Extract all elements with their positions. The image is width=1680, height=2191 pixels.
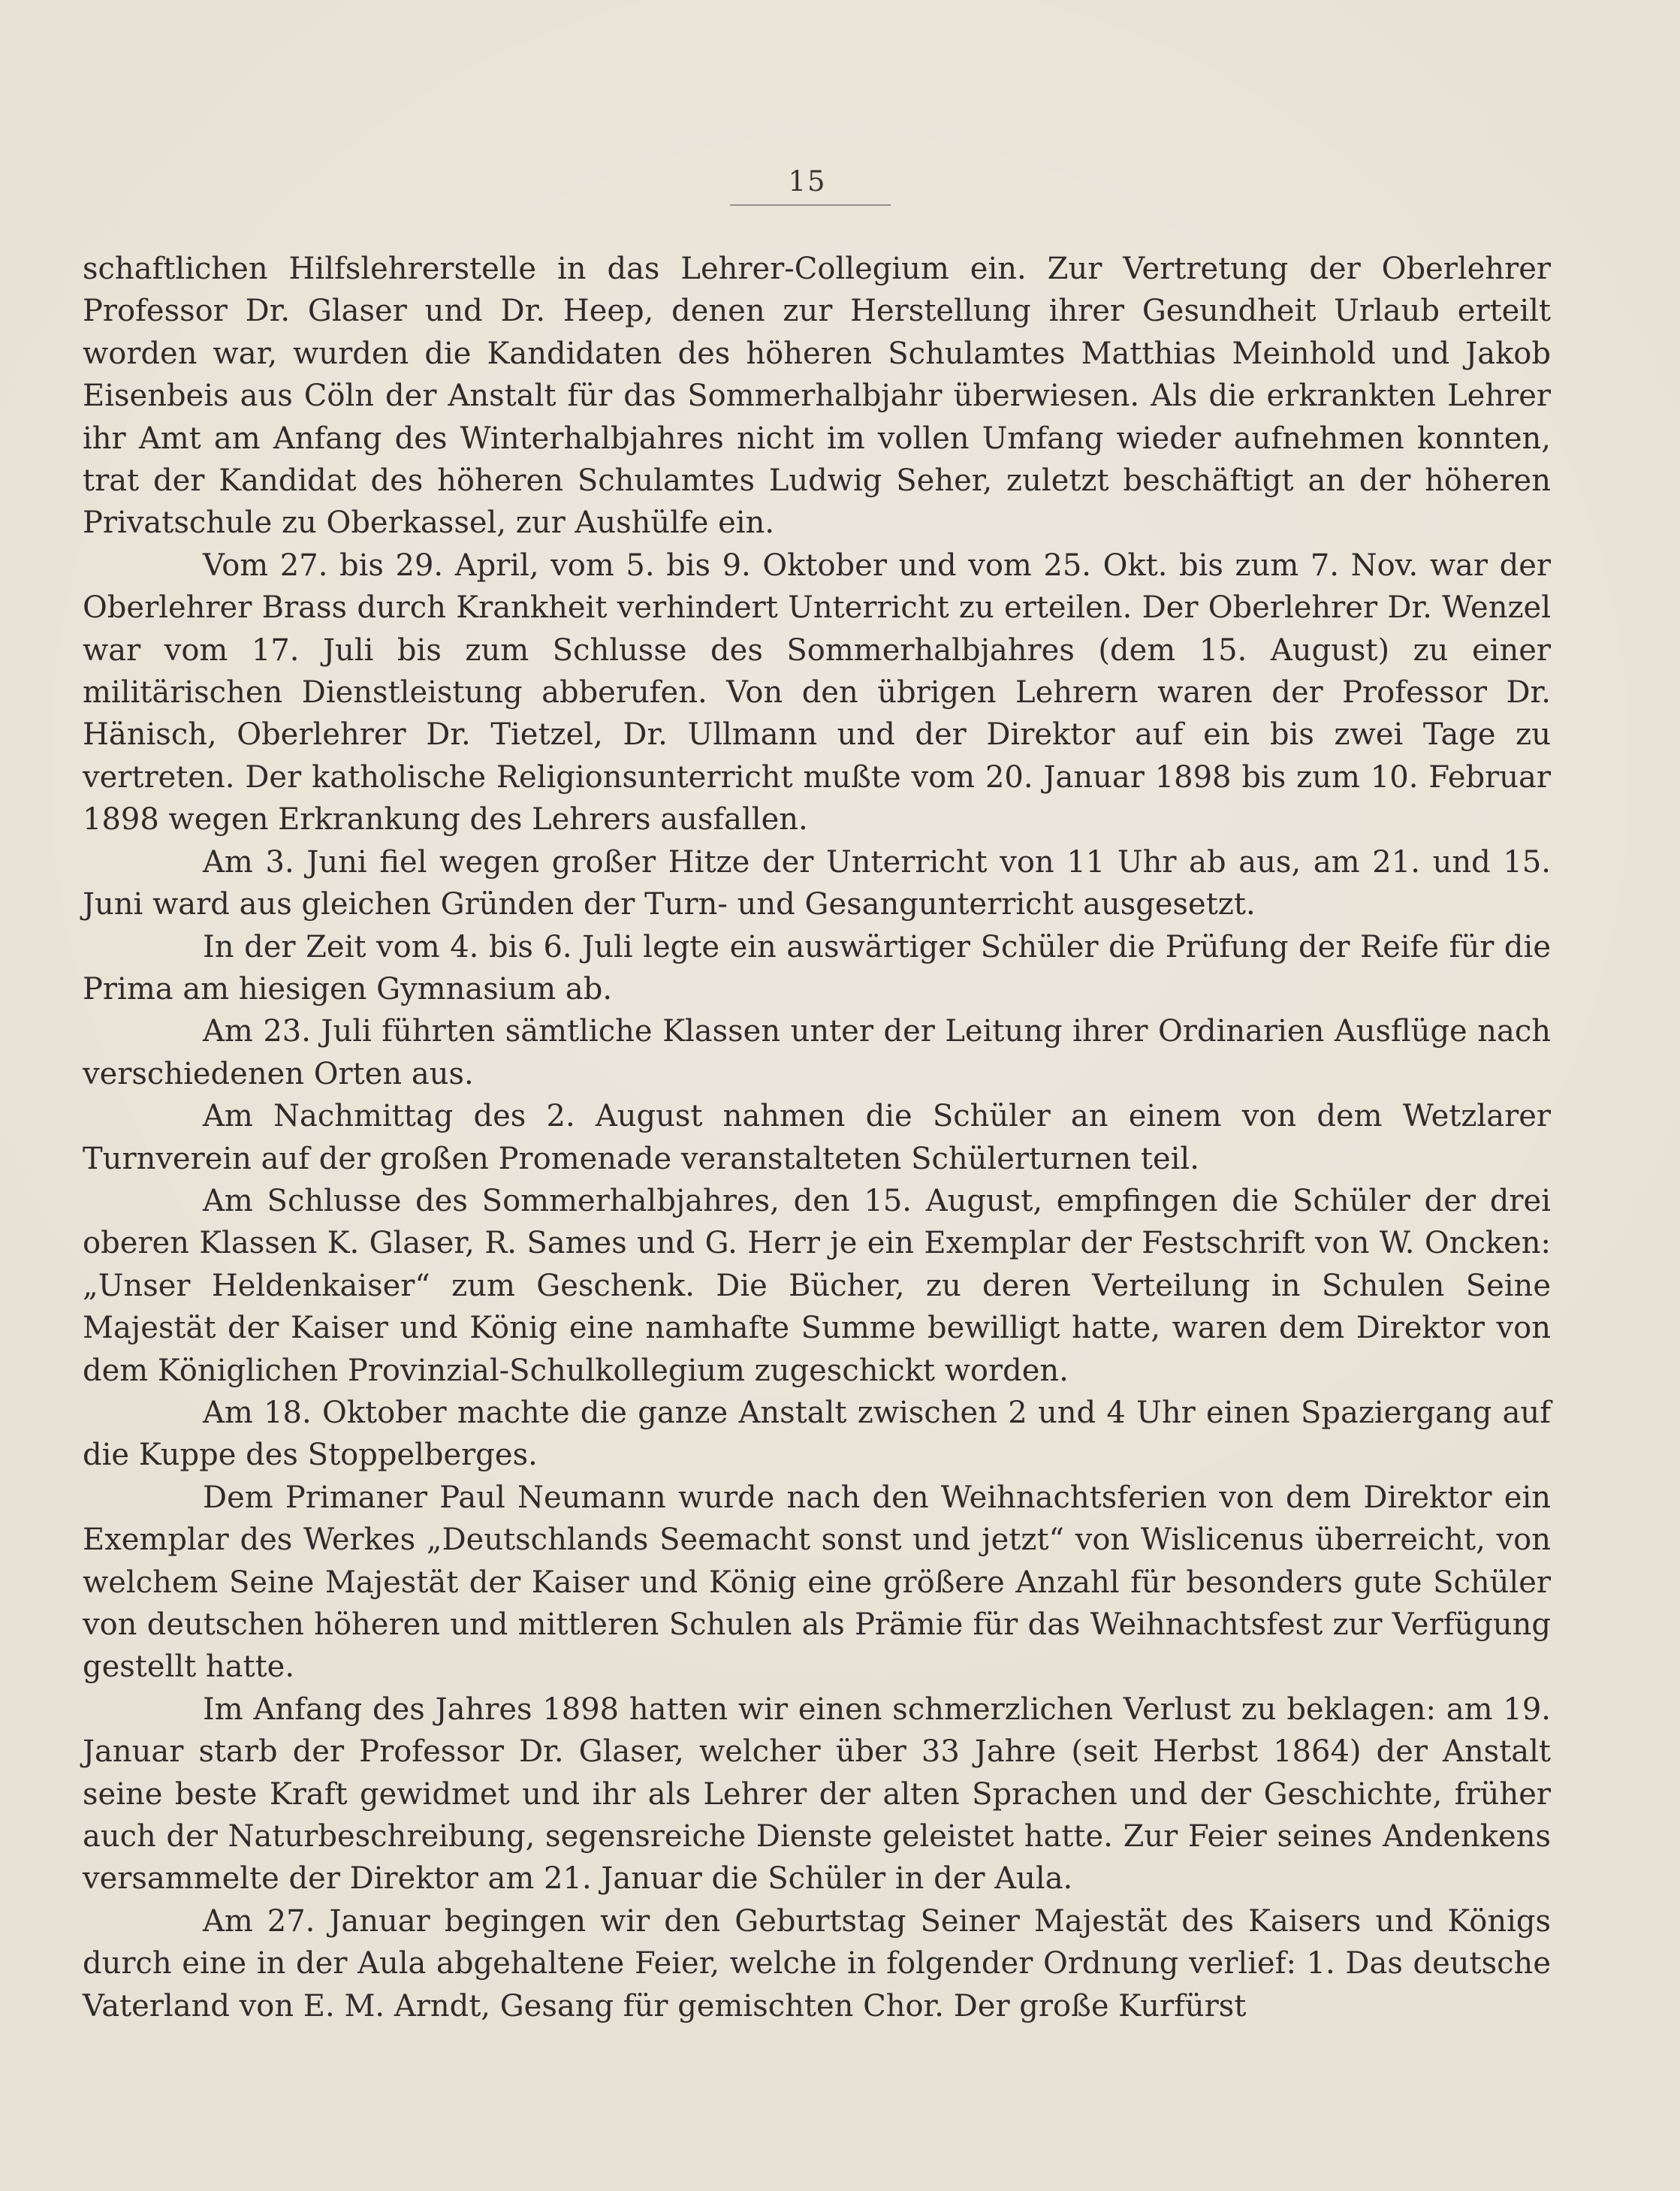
paragraph-continuation: schaftlichen Hilfslehrerstelle in das Lehrer-Collegium ein. Zur Vertretung der Oberlehrer Professor Dr. Glaser und Dr. Heep, denen zur Herstellung ihrer Gesundheit Urlaub erteilt worden war, wurden die Kandidaten des höheren Schulamtes Matthias Meinhold und Jakob Eisenbeis aus Cöln der Anstalt für das Sommerhalbjahr überwiesen. Als die erkrankten Lehrer ihr Amt am Anfang des Winterhalbjahres nicht im vollen Umfang wieder aufnehmen konnten, trat der Kandidat des höheren Schulamtes Ludwig Seher, zuletzt beschäftigt an der höheren Privatschule zu Oberkassel, zur Aushülfe ein. [83, 252, 1551, 541]
paragraph: Dem Primaner Paul Neumann wurde nach den Weihnachtsferien von dem Direktor ein Exemplar des Werkes „Deutschlands Seemacht sonst und jetzt“ von Wislicenus überreicht, von welchem Seine Majestät der Kaiser und König eine größere Anzahl für besonders gute Schüler von deutschen höheren und mittleren Schulen als Prämie für das Weihnachtsfest zur Verfügung gestellt hatte. [83, 1480, 1551, 1685]
paragraph: Am 18. Oktober machte die ganze Anstalt zwischen 2 und 4 Uhr einen Spaziergang auf die Kuppe des Stoppelberges. [83, 1395, 1551, 1473]
paragraph: Am Schlusse des Sommerhalbjahres, den 15. August, empfingen die Schüler der drei oberen Klassen K. Glaser, R. Sames und G. Herr je ein Exemplar der Festschrift von W. Oncken: „Unser Heldenkaiser“ zum Geschenk. Die Bücher, zu deren Verteilung in Schulen Seine Majestät der Kaiser und König eine namhafte Summe bewilligt hatte, waren dem Direktor von dem Königlichen Provinzial-Schulkollegium zugeschickt worden. [83, 1183, 1551, 1388]
body-text [83, 248, 1551, 2027]
page-number-rule [730, 204, 891, 206]
paragraph: Am 27. Januar begingen wir den Geburtstag Seiner Majestät des Kaisers und Königs durch eine in der Aula abgehaltene Feier, welche in folgender Ordnung verlief: 1. Das deutsche Vaterland von E. M. Arndt, Gesang für gemischten Chor. Der große Kurfürst [83, 1903, 1551, 2024]
paragraph: Am 3. Juni fiel wegen großer Hitze der Unterricht von 11 Uhr ab aus, am 21. und 15. Juni ward aus gleichen Gründen der Turn- und Gesangunterricht ausgesetzt. [83, 844, 1551, 922]
paragraph: Am Nachmittag des 2. August nahmen die Schüler an einem von dem Wetzlarer Turnverein auf der großen Promenade veranstalteten Schülerturnen teil. [83, 1099, 1551, 1176]
paragraph: Vom 27. bis 29. April, vom 5. bis 9. Oktober und vom 25. Okt. bis zum 7. Nov. war der Oberlehrer Brass durch Krankheit verhindert Unterricht zu erteilen. Der Oberlehrer Dr. Wenzel war vom 17. Juli bis zum Schlusse des Sommerhalbjahres (dem 15. August) zu einer militärischen Dienstleistung abberufen. Von den übrigen Lehrern waren der Professor Dr. Hänisch, Oberlehrer Dr. Tietzel, Dr. Ullmann und der Direktor auf ein bis zwei Tage zu vertreten. Der katholische Religionsunterricht mußte vom 20. Januar 1898 bis zum 10. Februar 1898 wegen Erkrankung des Lehrers ausfallen. [83, 548, 1551, 837]
paragraph: Am 23. Juli führten sämtliche Klassen unter der Leitung ihrer Ordinarien Ausflüge nach verschiedenen Orten aus. [83, 1014, 1551, 1091]
paragraph: In der Zeit vom 4. bis 6. Juli legte ein auswärtiger Schüler die Prüfung der Reife für die Prima am hiesigen Gymnasium ab. [83, 929, 1551, 1006]
paragraph: Im Anfang des Jahres 1898 hatten wir einen schmerzlichen Verlust zu beklagen: am 19. Januar starb der Professor Dr. Glaser, welcher über 33 Jahre (seit Herbst 1864) der Anstalt seine beste Kraft gewidmet und ihr als Lehrer der alten Sprachen und der Geschichte, früher auch der Naturbeschreibung, segensreiche Dienste geleistet hatte. Zur Feier seines Andenkens versammelte der Direktor am 21. Januar die Schüler in der Aula. [83, 1692, 1551, 1897]
page-number: 15 [788, 165, 827, 198]
